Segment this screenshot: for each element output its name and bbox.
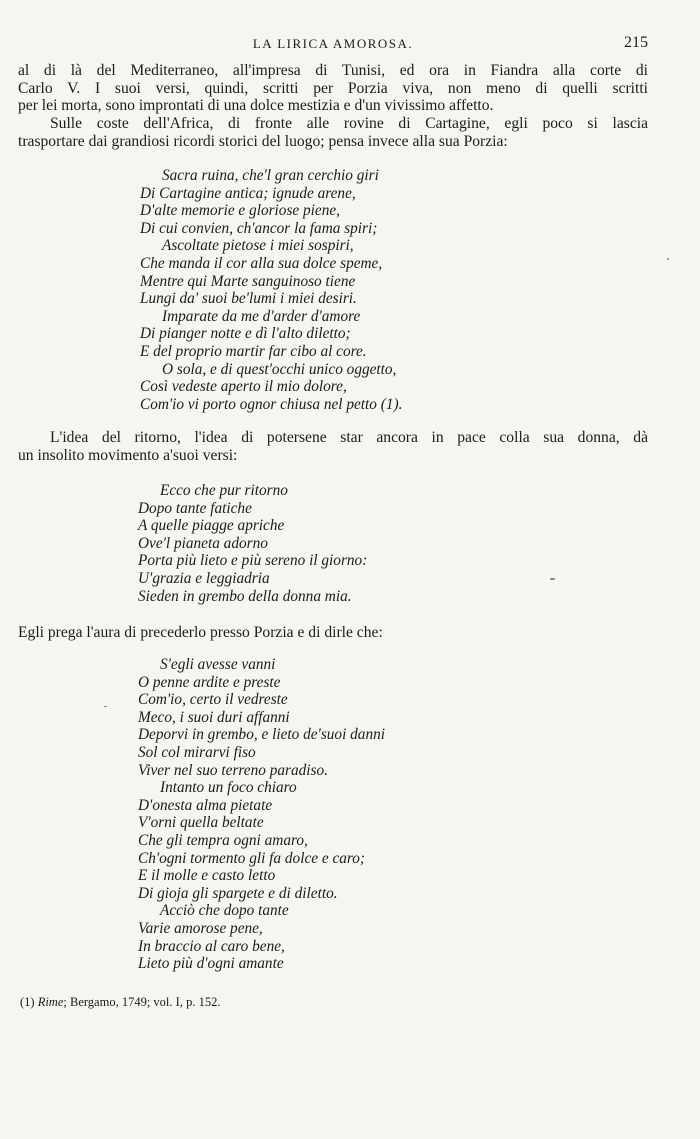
verse-line: E del proprio martir far cibo al core. [140, 342, 367, 360]
verse-line: Sieden in grembo della donna mia. [138, 587, 352, 605]
footnote [20, 995, 220, 1010]
verse-line: Com'io, certo il vedreste [138, 691, 288, 709]
verse-line: O penne ardite e preste [138, 673, 281, 691]
paragraph-continuation [18, 62, 648, 115]
text-line: Egli prega l'aura di precederlo presso Porzia e di dirle che: [18, 624, 383, 641]
paragraph-aura [18, 624, 648, 642]
text-line: per lei morta, sono improntati di una dolce mestizia e d'un vivissimo affetto. [18, 97, 494, 114]
text-line: un insolito movimento a'suoi versi: [18, 446, 238, 464]
verse-line: Sacra ruina, che'l gran cerchio giri [162, 167, 379, 184]
paper-speck [104, 706, 107, 707]
verse-line: In braccio al caro bene, [138, 937, 285, 955]
verse-line: Acciò che dopo tante [160, 902, 289, 920]
verse-line: O sola, e di quest'occhi unico oggetto, [162, 360, 397, 378]
verse-line: Ecco che pur ritorno [160, 482, 288, 499]
verse-line: Mentre qui Marte sanguinoso tiene [140, 272, 356, 290]
text-line: Sulle coste dell'Africa, di fronte alle rovine di Cartagine, egli poco si lascia [50, 115, 648, 132]
verse-line: Dopo tante fatiche [138, 499, 252, 517]
footnote-work-title: Rime [37, 995, 64, 1009]
verse-line: S'egli avesse vanni [160, 656, 276, 673]
page-number: 215 [624, 34, 648, 51]
verse-line: D'onesta alma pietate [138, 796, 273, 814]
verse-line: Lieto più d'ogni amante [138, 955, 284, 973]
verse-line: Ascoltate pietose i miei sospiri, [162, 237, 354, 255]
verse-line: Sol col mirarvi fiso [138, 743, 256, 761]
footnote-marker: (1) [20, 995, 35, 1009]
verse-line: Che gli tempra ogni amaro, [138, 831, 308, 849]
paper-speck [667, 258, 669, 260]
sonnet-cartagine [140, 167, 402, 413]
canzone-ritorno [138, 482, 367, 605]
verse-line: Deporvi in grembo, e lieto de'suoi danni [138, 726, 385, 744]
verse-line: Varie amorose pene, [138, 919, 263, 937]
verse-line: Porta più lieto e più sereno il giorno: [138, 552, 368, 570]
verse-line: Di gioja gli spargete e di diletto. [138, 884, 338, 902]
verse-line: Com'io vi porto ognor chiusa nel petto (1). [140, 395, 403, 413]
verse-line: D'alte memorie e gloriose piene, [140, 202, 340, 220]
verse-line: Di pianger notte e dì l'alto diletto; [140, 325, 351, 343]
verse-line: Che manda il cor alla sua dolce speme, [140, 254, 383, 272]
verse-line: Viver nel suo terreno paradiso. [138, 761, 328, 779]
paragraph-ritorno [18, 429, 648, 464]
text-line: trasportare dai grandiosi ricordi storici del luogo; pensa invece alla sua Porzia: [18, 132, 508, 150]
verse-line: Ch'ogni tormento gli fa dolce e caro; [138, 849, 366, 867]
running-head [18, 36, 648, 58]
text-line: L'idea del ritorno, l'idea di potersene star ancora in pace colla sua donna, dà [50, 429, 648, 446]
footnote-details: ; Bergamo, 1749; vol. I, p. 152. [63, 995, 221, 1009]
verse-line: V'orni quella beltate [138, 814, 264, 832]
verse-line: E il molle e casto letto [138, 867, 276, 885]
text-line: Carlo V. I suoi versi, quindi, scritti per Porzia viva, non meno di quelli scritti [18, 79, 648, 97]
text-line: al di là del Mediterraneo, all'impresa di Tunisi, ed ora in Fiandra alla corte di [18, 62, 648, 79]
verse-line: U'grazia e leggiadria [138, 569, 270, 587]
verse-line: Intanto un foco chiaro [160, 779, 297, 797]
verse-line: Lungi da' suoi be'lumi i miei desiri. [140, 290, 357, 308]
canzone-aura [138, 656, 385, 973]
verse-line: Così vedeste aperto il mio dolore, [140, 378, 347, 396]
verse-line: Ove'l pianeta adorno [138, 534, 268, 552]
verse-line: Meco, i suoi duri affanni [138, 708, 290, 726]
verse-line: Imparate da me d'arder d'amore [162, 307, 361, 325]
paper-speck [550, 578, 555, 580]
paragraph-africa [18, 115, 648, 150]
running-title: LA LIRICA AMOROSA. [252, 36, 414, 51]
verse-line: Di Cartagine antica; ignude arene, [140, 184, 356, 202]
verse-line: A quelle piagge apriche [138, 517, 285, 535]
verse-line: Di cui convien, ch'ancor la fama spiri; [140, 219, 378, 237]
